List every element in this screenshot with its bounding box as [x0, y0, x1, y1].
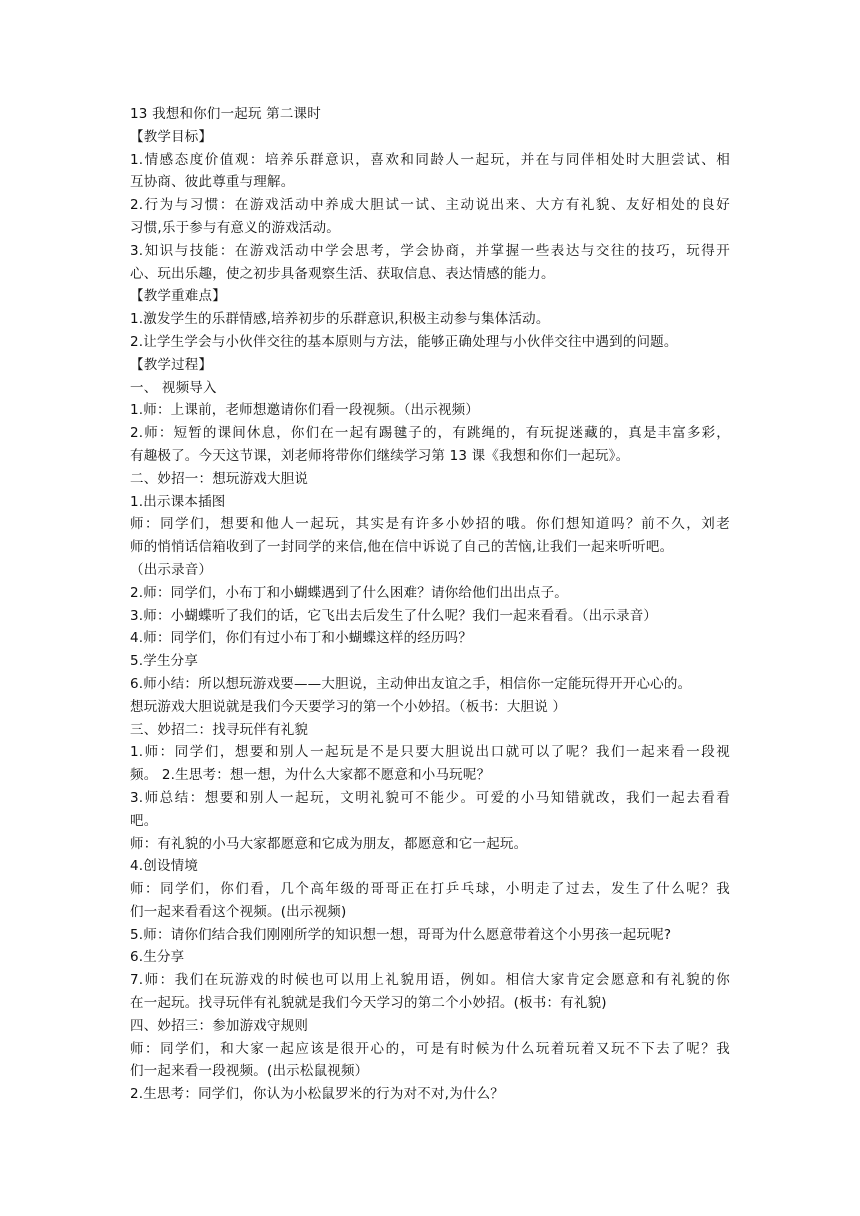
- text-line: 2.行为与习惯：在游戏活动中养成大胆试一试、主动说出来、大方有礼貌、友好相处的良好: [130, 197, 730, 214]
- text-line: 师：同学们，你们看，几个高年级的哥哥正在打乒乓球，小明走了过去，发生了什么呢？我: [130, 881, 730, 898]
- subsection-heading: 三、妙招二：找寻玩伴有礼貌: [130, 721, 309, 738]
- text-line: 心、玩出乐趣，使之初步具备观察生活、获取信息、表达情感的能力。: [130, 265, 555, 282]
- text-line: （出示录音）: [130, 561, 213, 578]
- text-line: 2.生思考：同学们，你认为小松鼠罗米的行为对不对,为什么？: [130, 1086, 504, 1103]
- section-heading-goals: 【教学目标】: [130, 128, 213, 145]
- text-line: 们一起来看看这个视频。(出示视频): [130, 903, 347, 920]
- text-line: 在一起玩。找寻玩伴有礼貌就是我们今天学习的第二个小妙招。(板书：有礼貌): [130, 995, 607, 1012]
- text-line: 师：同学们，想要和他人一起玩，其实是有许多小妙招的哦。你们想知道吗？前不久，刘老: [130, 516, 730, 533]
- text-line: 2.师：同学们，小布丁和小蝴蝶遇到了什么困难？请你给他们出出点子。: [130, 584, 568, 601]
- text-line: 3.师总结：想要和别人一起玩，文明礼貌可不能少。可爱的小马知错就改，我们一起去看看: [130, 789, 730, 806]
- subsection-heading: 四、妙招三：参加游戏守规则: [130, 1017, 309, 1034]
- text-line: 互协商、彼此尊重与理解。: [130, 174, 295, 191]
- text-line: 1.师：同学们，想要和别人一起玩是不是只要大胆说出口就可以了呢？我们一起来看一段视: [130, 744, 730, 761]
- text-line: 5.师：请你们结合我们刚刚所学的知识想一想，哥哥为什么愿意带着这个小男孩一起玩呢?: [130, 926, 672, 943]
- text-line: 1.师：上课前，老师想邀请你们看一段视频。（出示视频）: [130, 402, 480, 419]
- text-line: 习惯,乐于参与有意义的游戏活动。: [130, 219, 340, 236]
- text-line: 师：有礼貌的小马大家都愿意和它成为朋友，都愿意和它一起玩。: [130, 835, 528, 852]
- text-line: 2.师：短暂的课间休息，你们在一起有踢毽子的，有跳绳的，有玩捉迷藏的，真是丰富多彩，: [130, 425, 730, 442]
- text-line: 4.创设情境: [130, 858, 199, 875]
- text-line: 4.师：同学们，你们有过小布丁和小蝴蝶这样的经历吗？: [130, 630, 473, 647]
- text-line: 3.师：小蝴蝶听了我们的话，它飞出去后发生了什么呢？我们一起来看看。（出示录音）: [130, 607, 658, 624]
- text-line: 3.知识与技能：在游戏活动中学会思考，学会协商，并掌握一些表达与交往的技巧，玩得开: [130, 242, 730, 259]
- subsection-heading: 二、妙招一：想玩游戏大胆说: [130, 470, 309, 487]
- text-line: 7.师：我们在玩游戏的时候也可以用上礼貌用语，例如。相信大家肯定会愿意和有礼貌的你: [130, 972, 730, 989]
- section-heading-key-points: 【教学重难点】: [130, 288, 226, 305]
- text-line: 6.师小结：所以想玩游戏要——大胆说，主动伸出友谊之手，相信你一定能玩得开开心心的。: [130, 675, 692, 692]
- subsection-heading: 一、 视频导入: [130, 379, 217, 396]
- document-body: [130, 103, 730, 1106]
- text-line: 2.让学生学会与小伙伴交往的基本原则与方法，能够正确处理与小伙伴交往中遇到的问题。: [130, 333, 678, 350]
- text-line: 1.出示课本插图: [130, 493, 226, 510]
- section-heading-process: 【教学过程】: [130, 356, 213, 373]
- text-line: 5.学生分享: [130, 653, 199, 670]
- text-line: 6.生分享: [130, 949, 185, 966]
- text-line: 吧。: [130, 812, 158, 829]
- text-line: 频。 2.生思考：想一想，为什么大家都不愿意和小马玩呢？: [130, 767, 491, 784]
- text-line: 想玩游戏大胆说就是我们今天要学习的第一个小妙招。（板书：大胆说 ）: [130, 698, 567, 715]
- lesson-title: 13 我想和你们一起玩 第二课时: [130, 106, 321, 122]
- text-line: 们一起来看一段视频。(出示松鼠视频）: [130, 1063, 369, 1080]
- text-line: 有趣极了。今天这节课，刘老师将带你们继续学习第 13 课《我想和你们一起玩》。: [130, 447, 630, 464]
- text-line: 1.激发学生的乐群情感,培养初步的乐群意识,积极主动参与集体活动。: [130, 311, 550, 328]
- text-line: 师的悄悄话信箱收到了一封同学的来信,他在信中诉说了自己的苦恼,让我们一起来听听吧。: [130, 539, 674, 556]
- text-line: 1.情感态度价值观：培养乐群意识，喜欢和同龄人一起玩，并在与同伴相处时大胆尝试、相: [130, 151, 730, 168]
- text-line: 师：同学们，和大家一起应该是很开心的，可是有时候为什么玩着玩着又玩不下去了呢？我: [130, 1040, 730, 1057]
